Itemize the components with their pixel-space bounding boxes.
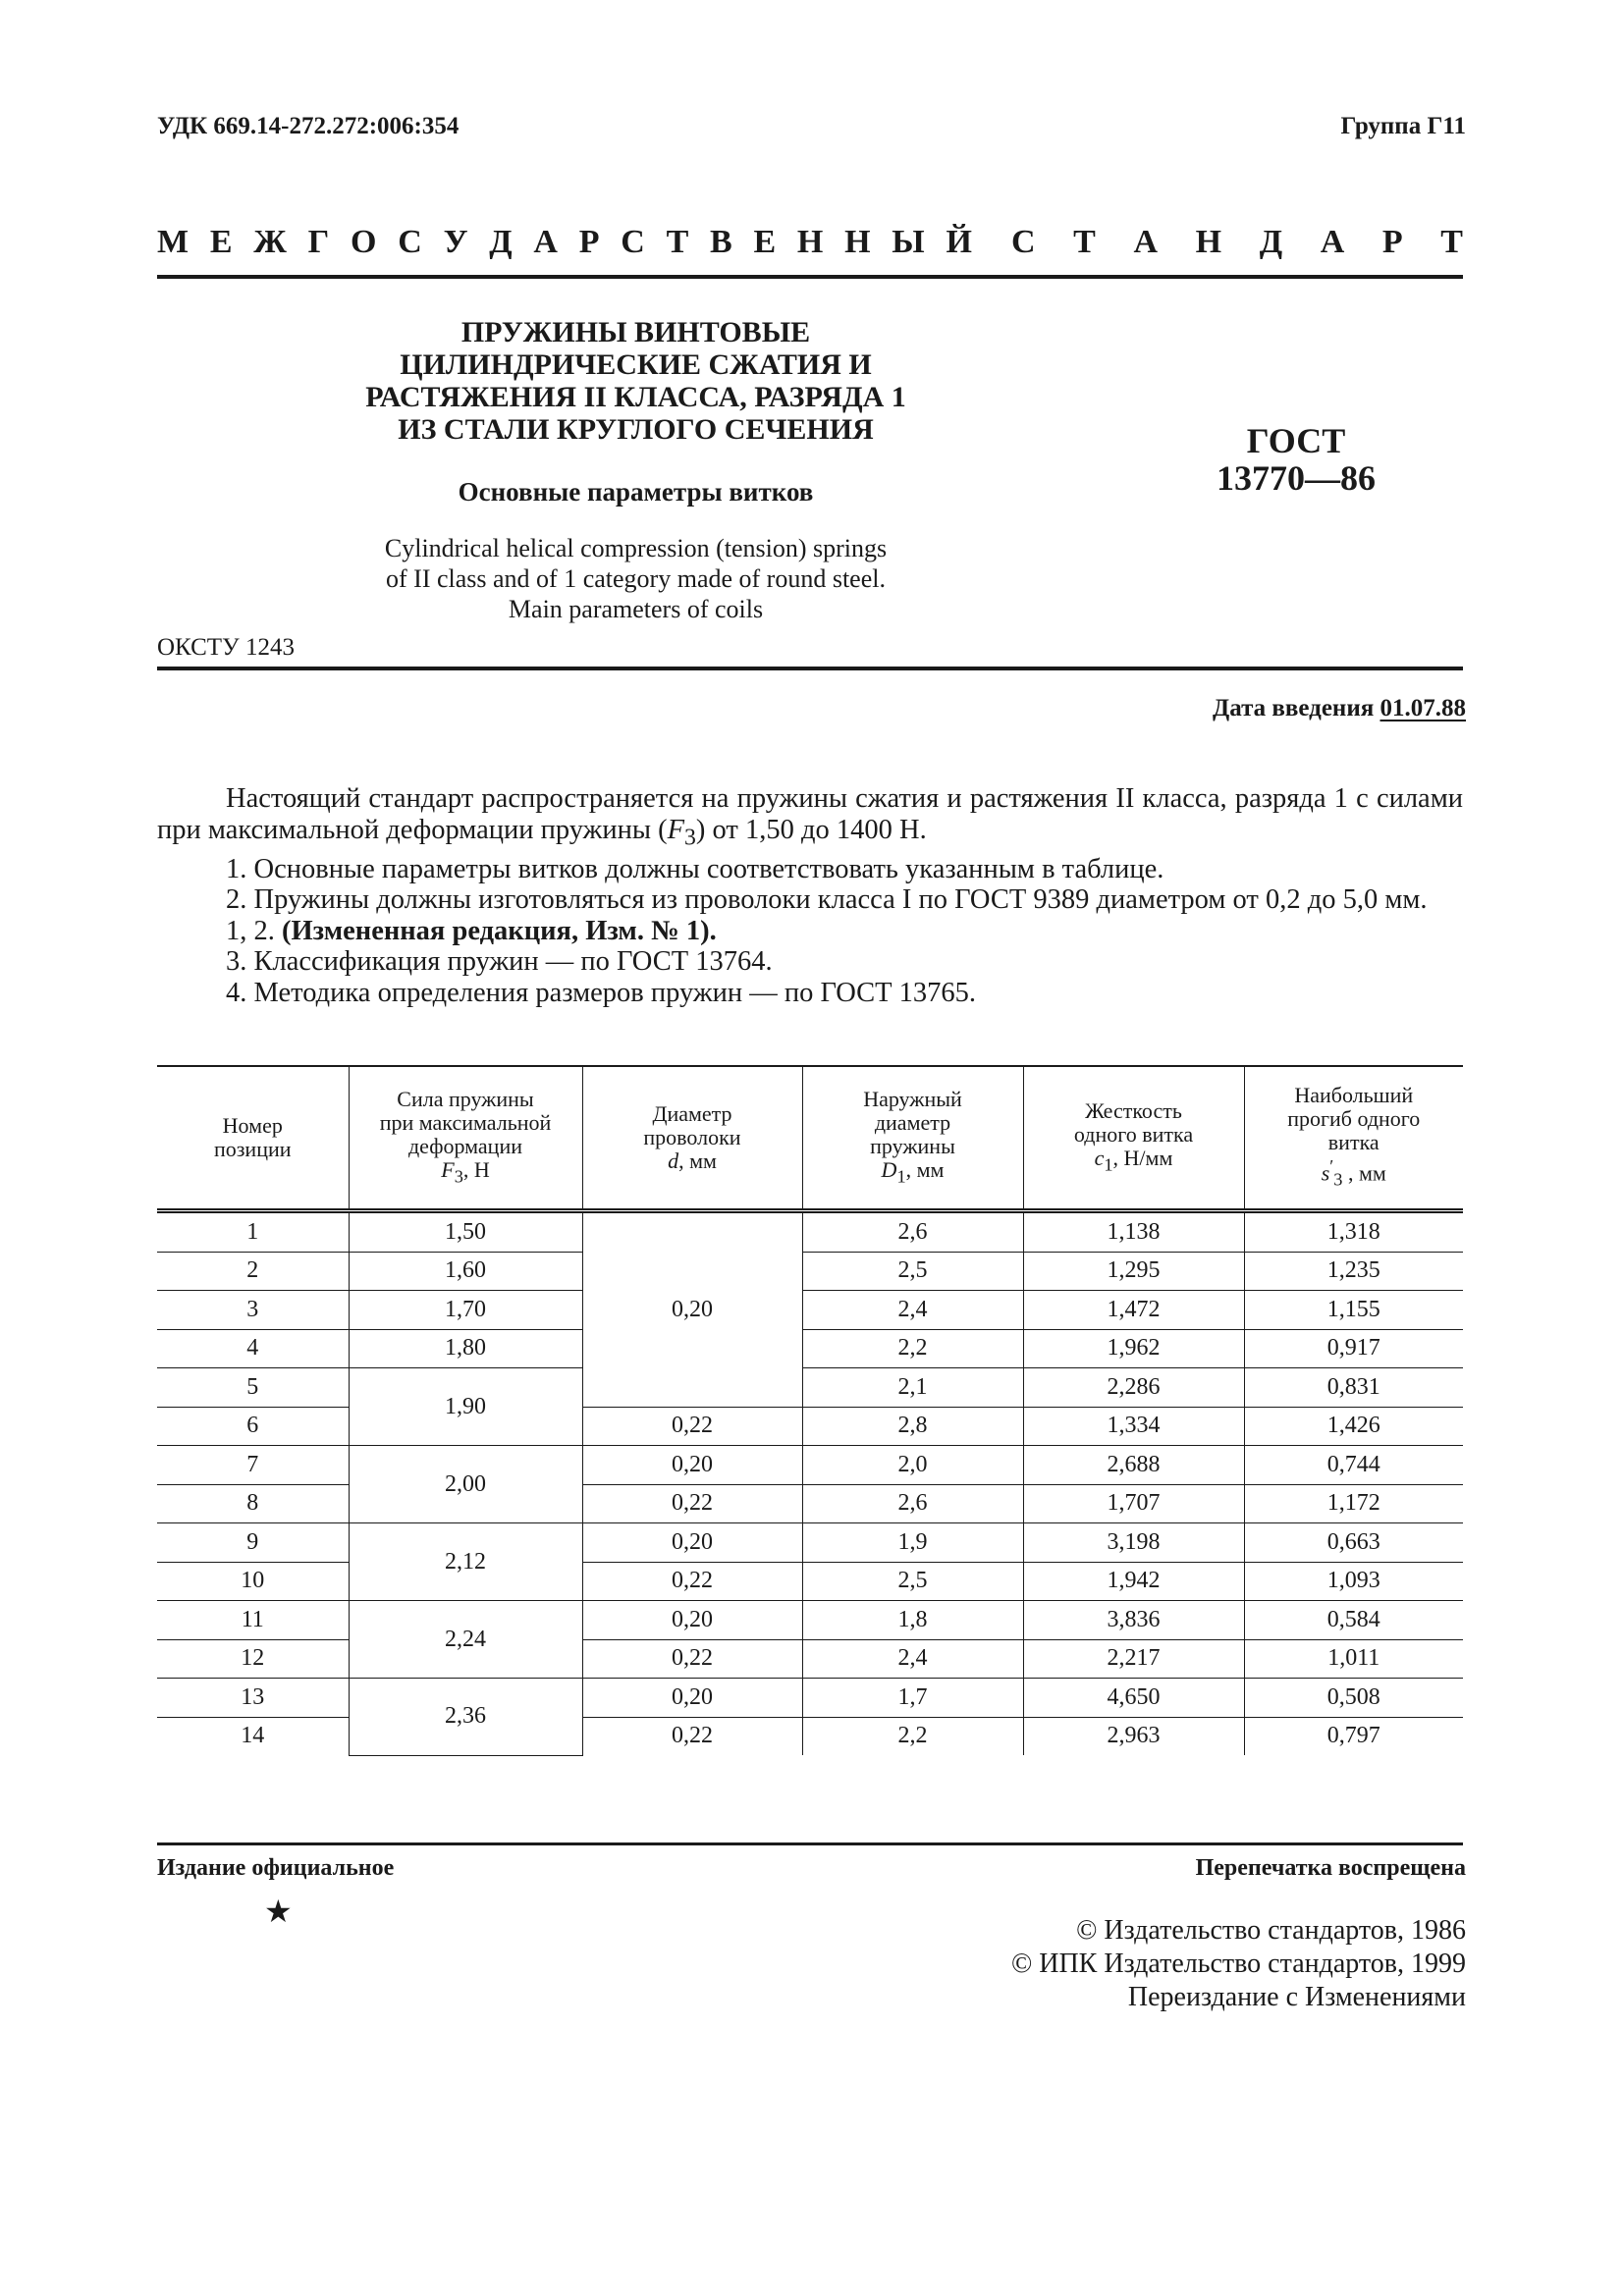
gost-number [1188,422,1404,497]
cell-stiffness: 1,942 [1023,1562,1244,1601]
cell-outer-diameter: 2,5 [802,1252,1023,1291]
cell-force: 1,90 [349,1368,582,1446]
cell-force: 2,24 [349,1601,582,1679]
cell-outer-diameter: 1,8 [802,1601,1023,1640]
cell-position: 7 [157,1446,349,1485]
cell-stiffness: 3,836 [1023,1601,1244,1640]
cell-deflection: 0,584 [1244,1601,1463,1640]
cell-stiffness: 1,707 [1023,1484,1244,1523]
cell-outer-diameter: 2,2 [802,1717,1023,1755]
cell-position: 9 [157,1523,349,1563]
amendment-note: 1, 2. (Измененная редакция, Изм. № 1). [226,915,717,946]
copyright-line: © ИПК Издательство стандартов, 1999 [1010,1949,1466,1979]
cell-wire-diameter: 0,20 [582,1446,802,1485]
cell-force: 2,12 [349,1523,582,1601]
cell-stiffness: 2,217 [1023,1639,1244,1679]
cell-position: 13 [157,1679,349,1718]
cell-wire-diameter: 0,22 [582,1717,802,1755]
cell-wire-diameter: 0,22 [582,1639,802,1679]
cell-deflection: 1,155 [1244,1291,1463,1330]
cell-position: 11 [157,1601,349,1640]
cell-force: 1,70 [349,1291,582,1330]
cell-force: 2,00 [349,1446,582,1523]
cell-force: 1,60 [349,1252,582,1291]
top-rule [157,275,1463,279]
header-force: Сила пружины при максимальной деформации $F_3$, Н [349,1066,582,1211]
header-rule [157,667,1463,670]
cell-wire-diameter: 0,22 [582,1407,802,1446]
cell-deflection: 1,172 [1244,1484,1463,1523]
table-row [157,1291,1463,1330]
date-value: 01.07.88 [1380,695,1466,721]
table-row [157,1329,1463,1368]
header-wire-diameter: Диаметр проволоки d, мм [582,1066,802,1211]
cell-position: 8 [157,1484,349,1523]
table-row [157,1446,1463,1485]
standard-title [157,224,1463,261]
cell-deflection: 0,744 [1244,1446,1463,1485]
cell-deflection: 1,011 [1244,1639,1463,1679]
cell-position: 14 [157,1717,349,1755]
reprint-prohibited: Перепечатка воспрещена [1195,1855,1466,1881]
cell-outer-diameter: 2,0 [802,1446,1023,1485]
english-title-line: of II class and of 1 category made of round steel. [386,564,886,593]
table-row [157,1368,1463,1408]
table-row [157,1252,1463,1291]
document-body [157,783,1463,1008]
cell-stiffness: 2,286 [1023,1368,1244,1408]
official-edition: Издание официальное [157,1855,395,1881]
header-outer-diameter: Наружный диаметр пружины $D_1$, мм [802,1066,1023,1211]
cell-force: 1,50 [349,1211,582,1253]
cell-position: 2 [157,1252,349,1291]
cell-wire-diameter: 0,20 [582,1523,802,1563]
title-line: ПРУЖИНЫ ВИНТОВЫЕ [460,316,811,348]
cell-force: 2,36 [349,1679,582,1756]
cell-outer-diameter: 2,6 [802,1484,1023,1523]
table-row [157,1679,1463,1718]
gost-label: ГОСТ [1246,421,1346,460]
cell-deflection: 0,508 [1244,1679,1463,1718]
cell-deflection: 1,318 [1244,1211,1463,1253]
okstu-code: ОКСТУ 1243 [157,634,296,661]
english-title-line: Main parameters of coils [508,595,764,623]
standard-word-2: С Т А Н Д А Р Т [1011,224,1463,260]
cell-wire-diameter: 0,20 [582,1211,802,1408]
cell-outer-diameter: 2,5 [802,1562,1023,1601]
gost-code: 13770—86 [1217,458,1376,498]
title-line: РАСТЯЖЕНИЯ II КЛАССА, РАЗРЯДА 1 [365,381,906,413]
clause-4: 4. Методика определения размеров пружин — по ГОСТ 13765. [226,977,977,1008]
cell-outer-diameter: 1,7 [802,1679,1023,1718]
cell-outer-diameter: 2,2 [802,1329,1023,1368]
cell-stiffness: 2,688 [1023,1446,1244,1485]
group-code: Группа Г11 [1340,113,1466,139]
cell-wire-diameter: 0,20 [582,1601,802,1640]
table-row [157,1211,1463,1253]
table-row [157,1601,1463,1640]
scope-paragraph: Настоящий стандарт распространяется на пружины сжатия и растяжения II класса, разряда 1 с силами при максимальной деформации пружины $(F_3)$ от 1,50 до 1400 Н. [157,783,1463,851]
title-line: ИЗ СТАЛИ КРУГЛОГО СЕЧЕНИЯ [398,413,874,446]
cell-stiffness: 1,962 [1023,1329,1244,1368]
cell-deflection: 1,426 [1244,1407,1463,1446]
cell-stiffness: 1,472 [1023,1291,1244,1330]
copyright-block [1011,1914,1466,2014]
document-title-block [324,316,947,624]
cell-stiffness: 1,138 [1023,1211,1244,1253]
cell-deflection: 0,831 [1244,1368,1463,1408]
footer-rule [157,1842,1463,1845]
standard-word-1: М Е Ж Г О С У Д А Р С Т В Е Н Н Ы Й [157,224,972,260]
cell-position: 3 [157,1291,349,1330]
cell-position: 1 [157,1211,349,1253]
header-stiffness: Жесткость одного витка $c_1$, Н/мм [1023,1066,1244,1211]
table-header-row [157,1066,1463,1211]
cell-position: 10 [157,1562,349,1601]
header-position: Номер позиции [157,1066,349,1211]
cell-stiffness: 4,650 [1023,1679,1244,1718]
cell-deflection: 0,663 [1244,1523,1463,1563]
cell-position: 12 [157,1639,349,1679]
english-title [324,533,947,624]
cell-outer-diameter: 2,1 [802,1368,1023,1408]
table-row [157,1523,1463,1563]
cell-deflection: 0,917 [1244,1329,1463,1368]
cell-outer-diameter: 2,6 [802,1211,1023,1253]
header-max-deflection: Наибольший прогиб одного витка $s'_3$ , мм [1244,1066,1463,1211]
cell-position: 6 [157,1407,349,1446]
cell-outer-diameter: 1,9 [802,1523,1023,1563]
cell-position: 4 [157,1329,349,1368]
introduction-date [1213,695,1466,722]
copyright-line: © Издательство стандартов, 1986 [1076,1915,1466,1946]
coil-parameters-table [157,1065,1463,1756]
cell-position: 5 [157,1368,349,1408]
cell-stiffness: 1,334 [1023,1407,1244,1446]
clause-3: 3. Классификация пружин — по ГОСТ 13764. [226,946,773,978]
cell-deflection: 1,235 [1244,1252,1463,1291]
clause-1: 1. Основные параметры витков должны соответствовать указанным в таблице. [226,853,1164,884]
cell-force: 1,80 [349,1329,582,1368]
cell-wire-diameter: 0,20 [582,1679,802,1718]
cell-stiffness: 3,198 [1023,1523,1244,1563]
cell-deflection: 0,797 [1244,1717,1463,1755]
cell-stiffness: 2,963 [1023,1717,1244,1755]
english-title-line: Cylindrical helical compression (tension) springs [384,534,888,562]
cell-outer-diameter: 2,4 [802,1639,1023,1679]
title-line: ЦИЛИНДРИЧЕСКИЕ СЖАТИЯ И [400,348,872,381]
cell-deflection: 1,093 [1244,1562,1463,1601]
cell-wire-diameter: 0,22 [582,1484,802,1523]
document-subtitle: Основные параметры витков [458,477,814,507]
star-icon: ★ [264,1894,293,1929]
reissue-note: Переиздание с Изменениями [1127,1982,1466,2012]
udk-code: УДК 669.14-272.272:006:354 [157,113,460,139]
cell-outer-diameter: 2,4 [802,1291,1023,1330]
date-label: Дата введения [1213,695,1375,721]
clause-2: 2. Пружины должны изготовляться из проволоки класса I по ГОСТ 9389 диаметром от 0,2 до 5,0 мм. [226,884,1428,916]
cell-wire-diameter: 0,22 [582,1562,802,1601]
cell-stiffness: 1,295 [1023,1252,1244,1291]
cell-outer-diameter: 2,8 [802,1407,1023,1446]
